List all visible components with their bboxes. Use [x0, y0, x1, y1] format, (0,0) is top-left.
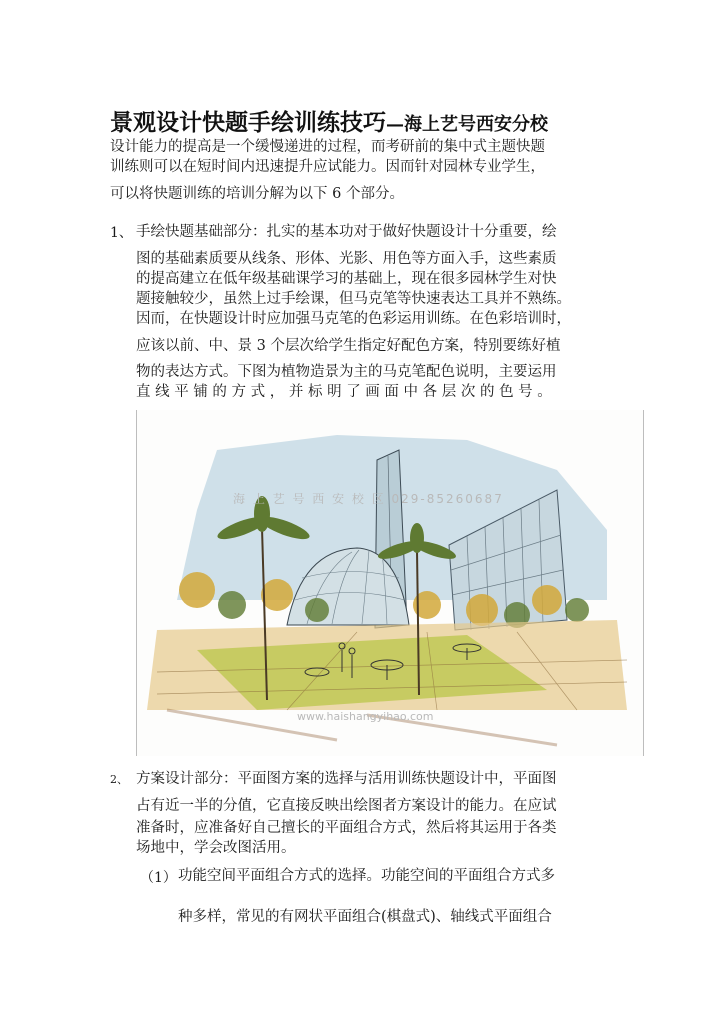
- subsection-1-line-1: 功能空间平面组合方式的选择。功能空间的平面组合方式多: [178, 868, 555, 884]
- watermark-bottom: www.haishangyihao.com: [297, 710, 434, 723]
- intro-line-2: 训练则可以在短时间内迅速提升应试能力。因而针对园林专业学生，: [110, 159, 545, 175]
- section-2-line-3: 准备时，应准备好自己擅长的平面组合方式，然后将其运用于各类: [136, 820, 557, 836]
- sketch-illustration: [136, 410, 644, 756]
- section-1-line-5: 因而，在快题设计时应加强马克笔的色彩运用训练。在色彩培训时，: [136, 311, 571, 327]
- section-1-line-7: 物的表达方式。下图为植物造景为主的马克笔配色说明，主要运用: [136, 364, 557, 380]
- plaza-sketch-svg: [137, 410, 643, 756]
- intro-line-1: 设计能力的提高是一个缓慢递进的过程，而考研前的集中式主题快题: [110, 139, 545, 155]
- section-1-line-3: 的提高建立在低年级基础课学习的基础上，现在很多园林学生对快: [136, 271, 557, 287]
- subsection-1-number: （1）: [140, 870, 177, 886]
- page-title: [110, 104, 548, 137]
- title-subtitle: —海上艺号西安分校: [386, 114, 548, 135]
- section-2-line-4: 场地中，学会改图活用。: [136, 840, 296, 856]
- section-1-number: 1、: [110, 225, 133, 241]
- section-1-line-8: 直 线 平 铺 的 方 式 ， 并 标 明 了 画 面 中 各 层 次 的 色 号 。: [136, 384, 552, 400]
- intro-line-3: 可以将快题训练的培训分解为以下 6 个部分。: [110, 186, 404, 202]
- section-1-line-6: 应该以前、中、景 3 个层次给学生指定好配色方案，特别要练好植: [136, 338, 561, 354]
- section-1-line-4: 题接触较少，虽然上过手绘课，但马克笔等快速表达工具并不熟练。: [136, 291, 571, 307]
- section-2-line-1: 方案设计部分：平面图方案的选择与活用训练快题设计中，平面图: [136, 771, 557, 787]
- section-2-number: 2、: [110, 773, 128, 786]
- subsection-1-line-2: 种多样，常见的有网状平面组合(棋盘式)、轴线式平面组合: [178, 909, 552, 925]
- section-2-line-2: 占有近一半的分值，它直接反映出绘图者方案设计的能力。在应试: [136, 798, 557, 814]
- section-1-line-1: 手绘快题基础部分：扎实的基本功对于做好快题设计十分重要，绘: [136, 224, 557, 240]
- title-main: 景观设计快题手绘训练技巧: [110, 109, 386, 136]
- section-1-line-2: 图的基础素质要从线条、形体、光影、用色等方面入手，这些素质: [136, 251, 557, 267]
- watermark-top: 海 上 艺 号 西 安 校 区 029-85260687: [233, 492, 504, 506]
